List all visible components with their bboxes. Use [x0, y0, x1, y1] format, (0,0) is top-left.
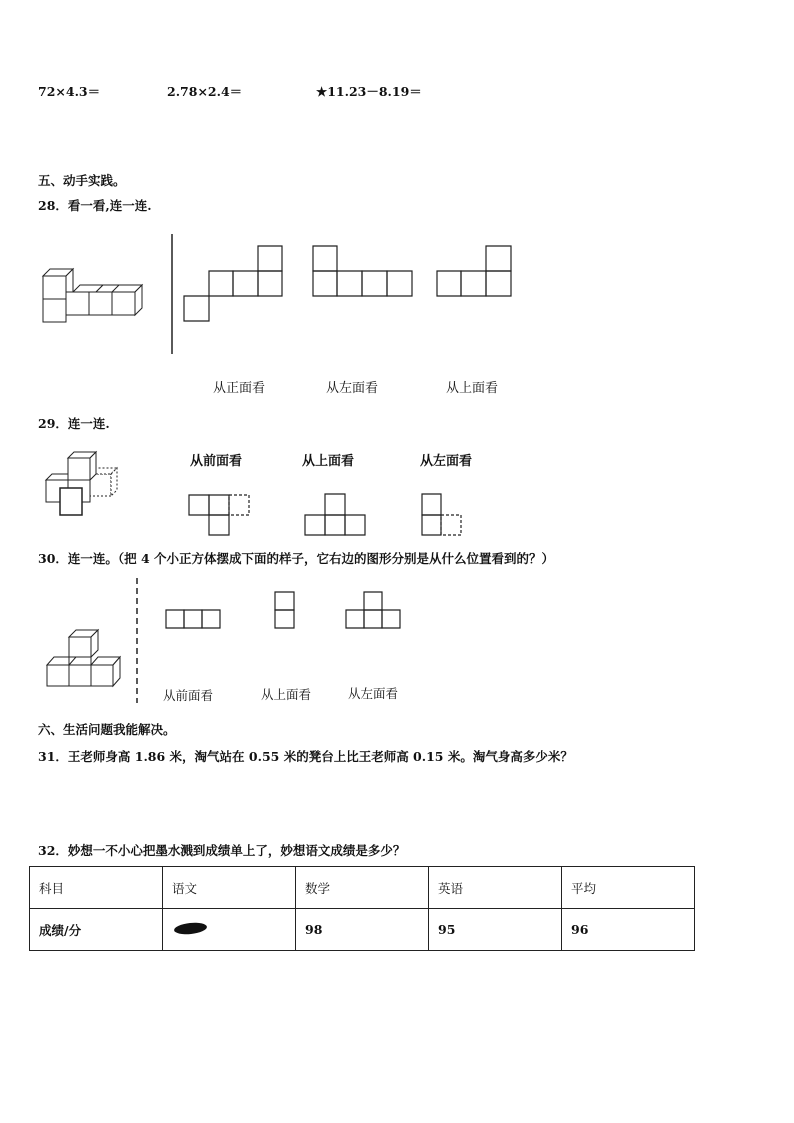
q29-caption-top: 从上面看 — [302, 454, 355, 469]
question-32-text: 32．妙想一不小心把墨水溅到成绩单上了，妙想语文成绩是多少？ — [38, 843, 406, 858]
q29-caption-left: 从左面看 — [420, 454, 473, 469]
question-29-title: 29．连一连. — [38, 416, 110, 431]
q30-caption-front: 从前面看 — [163, 688, 214, 703]
header-cell-average: 平均 — [562, 867, 695, 909]
cell-math-score: 98 — [296, 909, 429, 951]
q28-view-shape-3 — [436, 245, 513, 297]
q30-view-shape-1 — [165, 609, 222, 630]
q28-cube-solid-figure — [40, 265, 155, 325]
q29-cube-solid-figure — [43, 450, 123, 518]
section-6-title: 六、生活问题我能解决。 — [38, 722, 176, 737]
q30-dashed-divider — [135, 578, 139, 703]
q28-view-shape-2 — [312, 245, 414, 297]
calc-expression-3: ★11.23－8.19＝ — [316, 84, 422, 99]
q28-view-shape-1 — [183, 245, 284, 322]
ink-blot-icon — [174, 921, 208, 935]
q30-cube-solid-figure — [44, 627, 124, 689]
q28-caption-left: 从左面看 — [326, 381, 379, 396]
question-28-title: 28．看一看,连一连. — [38, 198, 152, 213]
q30-caption-left: 从左面看 — [348, 686, 399, 701]
score-table — [29, 866, 695, 951]
q29-view-shape-3 — [421, 493, 463, 536]
q30-caption-top: 从上面看 — [261, 687, 312, 702]
header-cell-english: 英语 — [429, 867, 562, 909]
row-label-score: 成绩/分 — [30, 909, 163, 951]
cell-english-score: 95 — [429, 909, 562, 951]
header-cell-subject: 科目 — [30, 867, 163, 909]
header-cell-math: 数学 — [296, 867, 429, 909]
section-5-title: 五、动手实践。 — [38, 173, 126, 188]
header-cell-chinese: 语文 — [163, 867, 296, 909]
q28-caption-top: 从上面看 — [446, 381, 499, 396]
cell-average-score: 96 — [562, 909, 695, 951]
question-31-text: 31．王老师身高 1.86 米，淘气站在 0.55 米的凳台上比王老师高 0.15 米。淘气身高多少米？ — [38, 749, 573, 764]
calc-expression-2: 2.78×2.4＝ — [167, 84, 243, 99]
score-table-header-row — [30, 867, 695, 909]
cell-chinese-score — [163, 909, 296, 951]
q28-caption-front: 从正面看 — [213, 381, 266, 396]
q30-view-shape-2 — [274, 591, 296, 630]
q29-view-shape-2 — [304, 493, 366, 536]
score-table-value-row — [30, 909, 695, 951]
q29-caption-front: 从前面看 — [190, 454, 243, 469]
q29-view-shape-1 — [188, 494, 250, 537]
question-30-title: 30．连一连。（把 4 个小正方体摆成下面的样子，它右边的图形分别是从什么位置看到的？） — [38, 551, 555, 566]
q30-view-shape-3 — [345, 591, 402, 630]
q28-divider-line — [170, 234, 174, 354]
calc-expression-1: 72×4.3＝ — [38, 84, 101, 99]
